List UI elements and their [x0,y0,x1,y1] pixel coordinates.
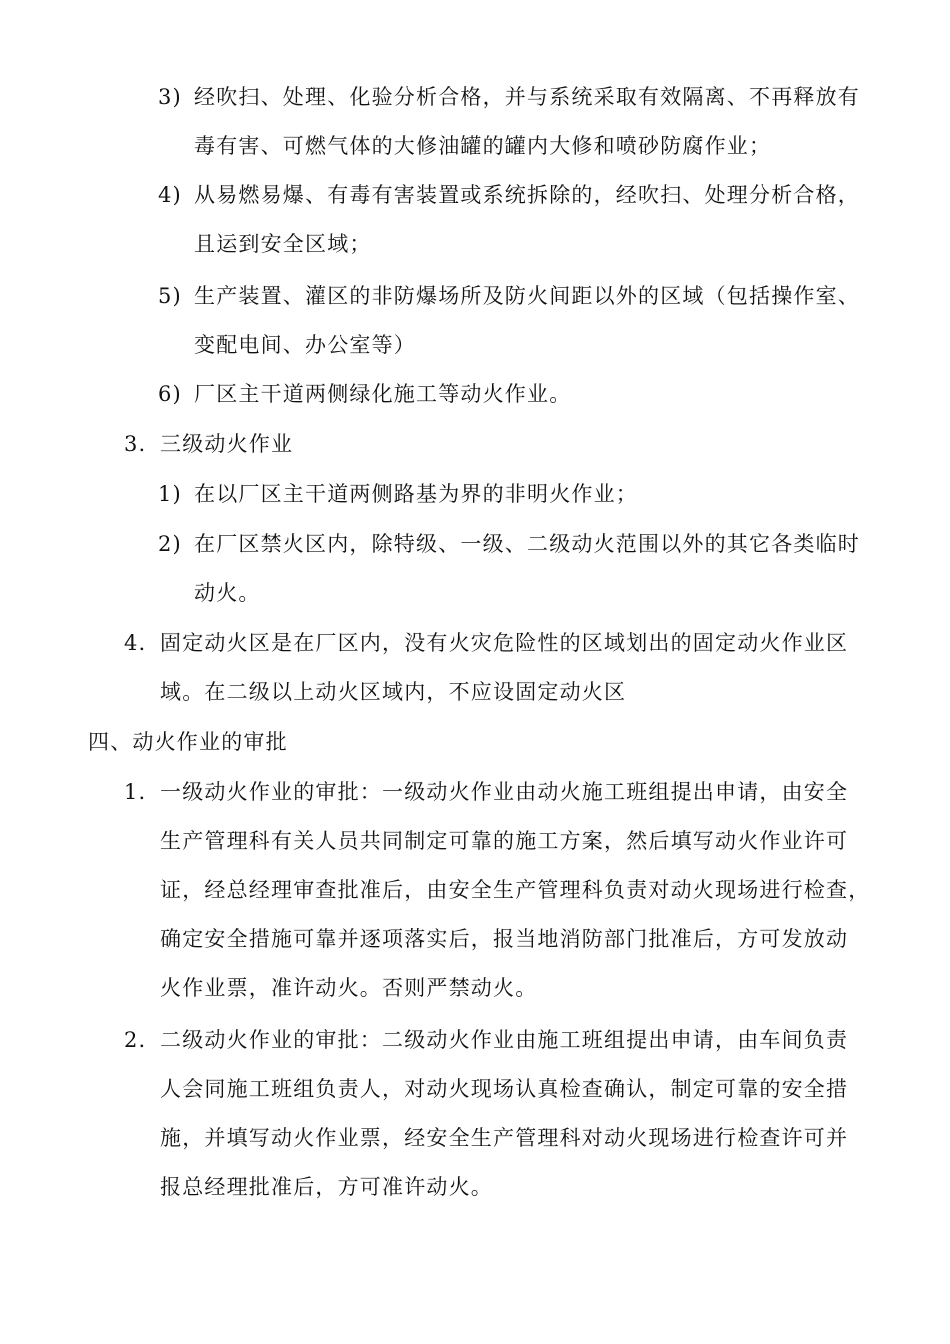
item-number: 6) [158,382,182,406]
item-text: 确定安全措施可靠并逐项落实后，报当地消防部门批准后，方可发放动 [160,927,849,951]
item-text: 一级动火作业的审批：一级动火作业由动火施工班组提出申请，由安全 [160,780,849,804]
item-text: 从易燃易爆、有毒有害装置或系统拆除的，经吹扫、处理分析合格， [194,183,860,207]
item-text: 毒有害、可燃气体的大修油罐的罐内大修和喷砂防腐作业； [194,134,772,158]
paragraph-line [158,73,860,122]
item-number: 1. [124,780,147,804]
item-number: 2) [158,532,182,556]
item-number: 4. [124,631,147,655]
item-text: 生产管理科有关人员共同制定可靠的施工方案，然后填写动火作业许可 [160,829,849,853]
item-text: 动火。 [194,581,261,605]
paragraph-line [158,171,860,220]
item-text: 火作业票，准许动火。否则严禁动火。 [160,976,538,1000]
item-text: 三级动火作业 [160,432,294,456]
paragraph-line [158,321,860,370]
list-item-3-sub [158,73,860,171]
item-text: 证，经总经理审查批准后，由安全生产管理科负责对动火现场进行检查， [160,878,871,902]
item-number: 3. [124,432,147,456]
paragraph-line [124,964,870,1013]
heading-text: 四、动火作业的审批 [88,730,288,754]
list-item-4-sub [158,171,860,269]
item-text: 二级动火作业的审批：二级动火作业由施工班组提出申请，由车间负责 [160,1028,849,1052]
item-text: 在厂区禁火区内，除特级、一级、二级动火范围以外的其它各类临时 [194,532,860,556]
paragraph-line [124,817,870,866]
list-item-1-sub [158,470,638,519]
item-text: 人会同施工班组负责人，对动火现场认真检查确认，制定可靠的安全措 [160,1077,849,1101]
item-text: 变配电间、办公室等） [194,333,416,357]
paragraph-line [124,866,870,915]
paragraph-line [158,470,638,519]
paragraph-line [124,915,870,964]
list-item-2-sub [158,520,860,618]
item-number: 4) [158,183,182,207]
paragraph-line [124,1114,848,1163]
paragraph-line [124,1016,848,1065]
item-text: 厂区主干道两侧绿化施工等动火作业。 [194,382,572,406]
item-text: 固定动火区是在厂区内，没有火灾危险性的区域划出的固定动火作业区 [160,631,849,655]
paragraph-line [124,1065,848,1114]
item-text: 施，并填写动火作业票，经安全生产管理科对动火现场进行检查许可并 [160,1126,849,1150]
approval-item-2 [124,1016,848,1212]
paragraph-line [158,272,860,321]
list-item-5-sub [158,272,860,370]
paragraph-line [158,520,860,569]
item-number: 1) [158,482,182,506]
item-text: 报总经理批准后，方可准许动火。 [160,1175,493,1199]
paragraph-line [158,569,860,618]
item-text: 经吹扫、处理、化验分析合格，并与系统采取有效隔离、不再释放有 [194,85,860,109]
paragraph-line [158,122,860,171]
paragraph-line [124,420,293,469]
item-text: 且运到安全区域； [194,232,372,256]
item-number: 3) [158,85,182,109]
item-text: 在以厂区主干道两侧路基为界的非明火作业； [194,482,638,506]
paragraph-line [88,718,288,767]
item-number: 5) [158,284,182,308]
paragraph-line [124,668,848,717]
paragraph-line [124,619,848,668]
approval-item-1 [124,768,870,1013]
item-number: 2. [124,1028,147,1052]
item-text: 生产装置、灌区的非防爆场所及防火间距以外的区域（包括操作室、 [194,284,860,308]
paragraph-line [124,1163,848,1212]
list-item-6-sub [158,370,571,419]
section-heading [88,718,288,767]
paragraph-line [124,768,870,817]
item-text: 域。在二级以上动火区域内，不应设固定动火区 [160,680,627,704]
paragraph-line [158,370,571,419]
section-item-3 [124,420,293,469]
section-item-4 [124,619,848,717]
paragraph-line [158,220,860,269]
